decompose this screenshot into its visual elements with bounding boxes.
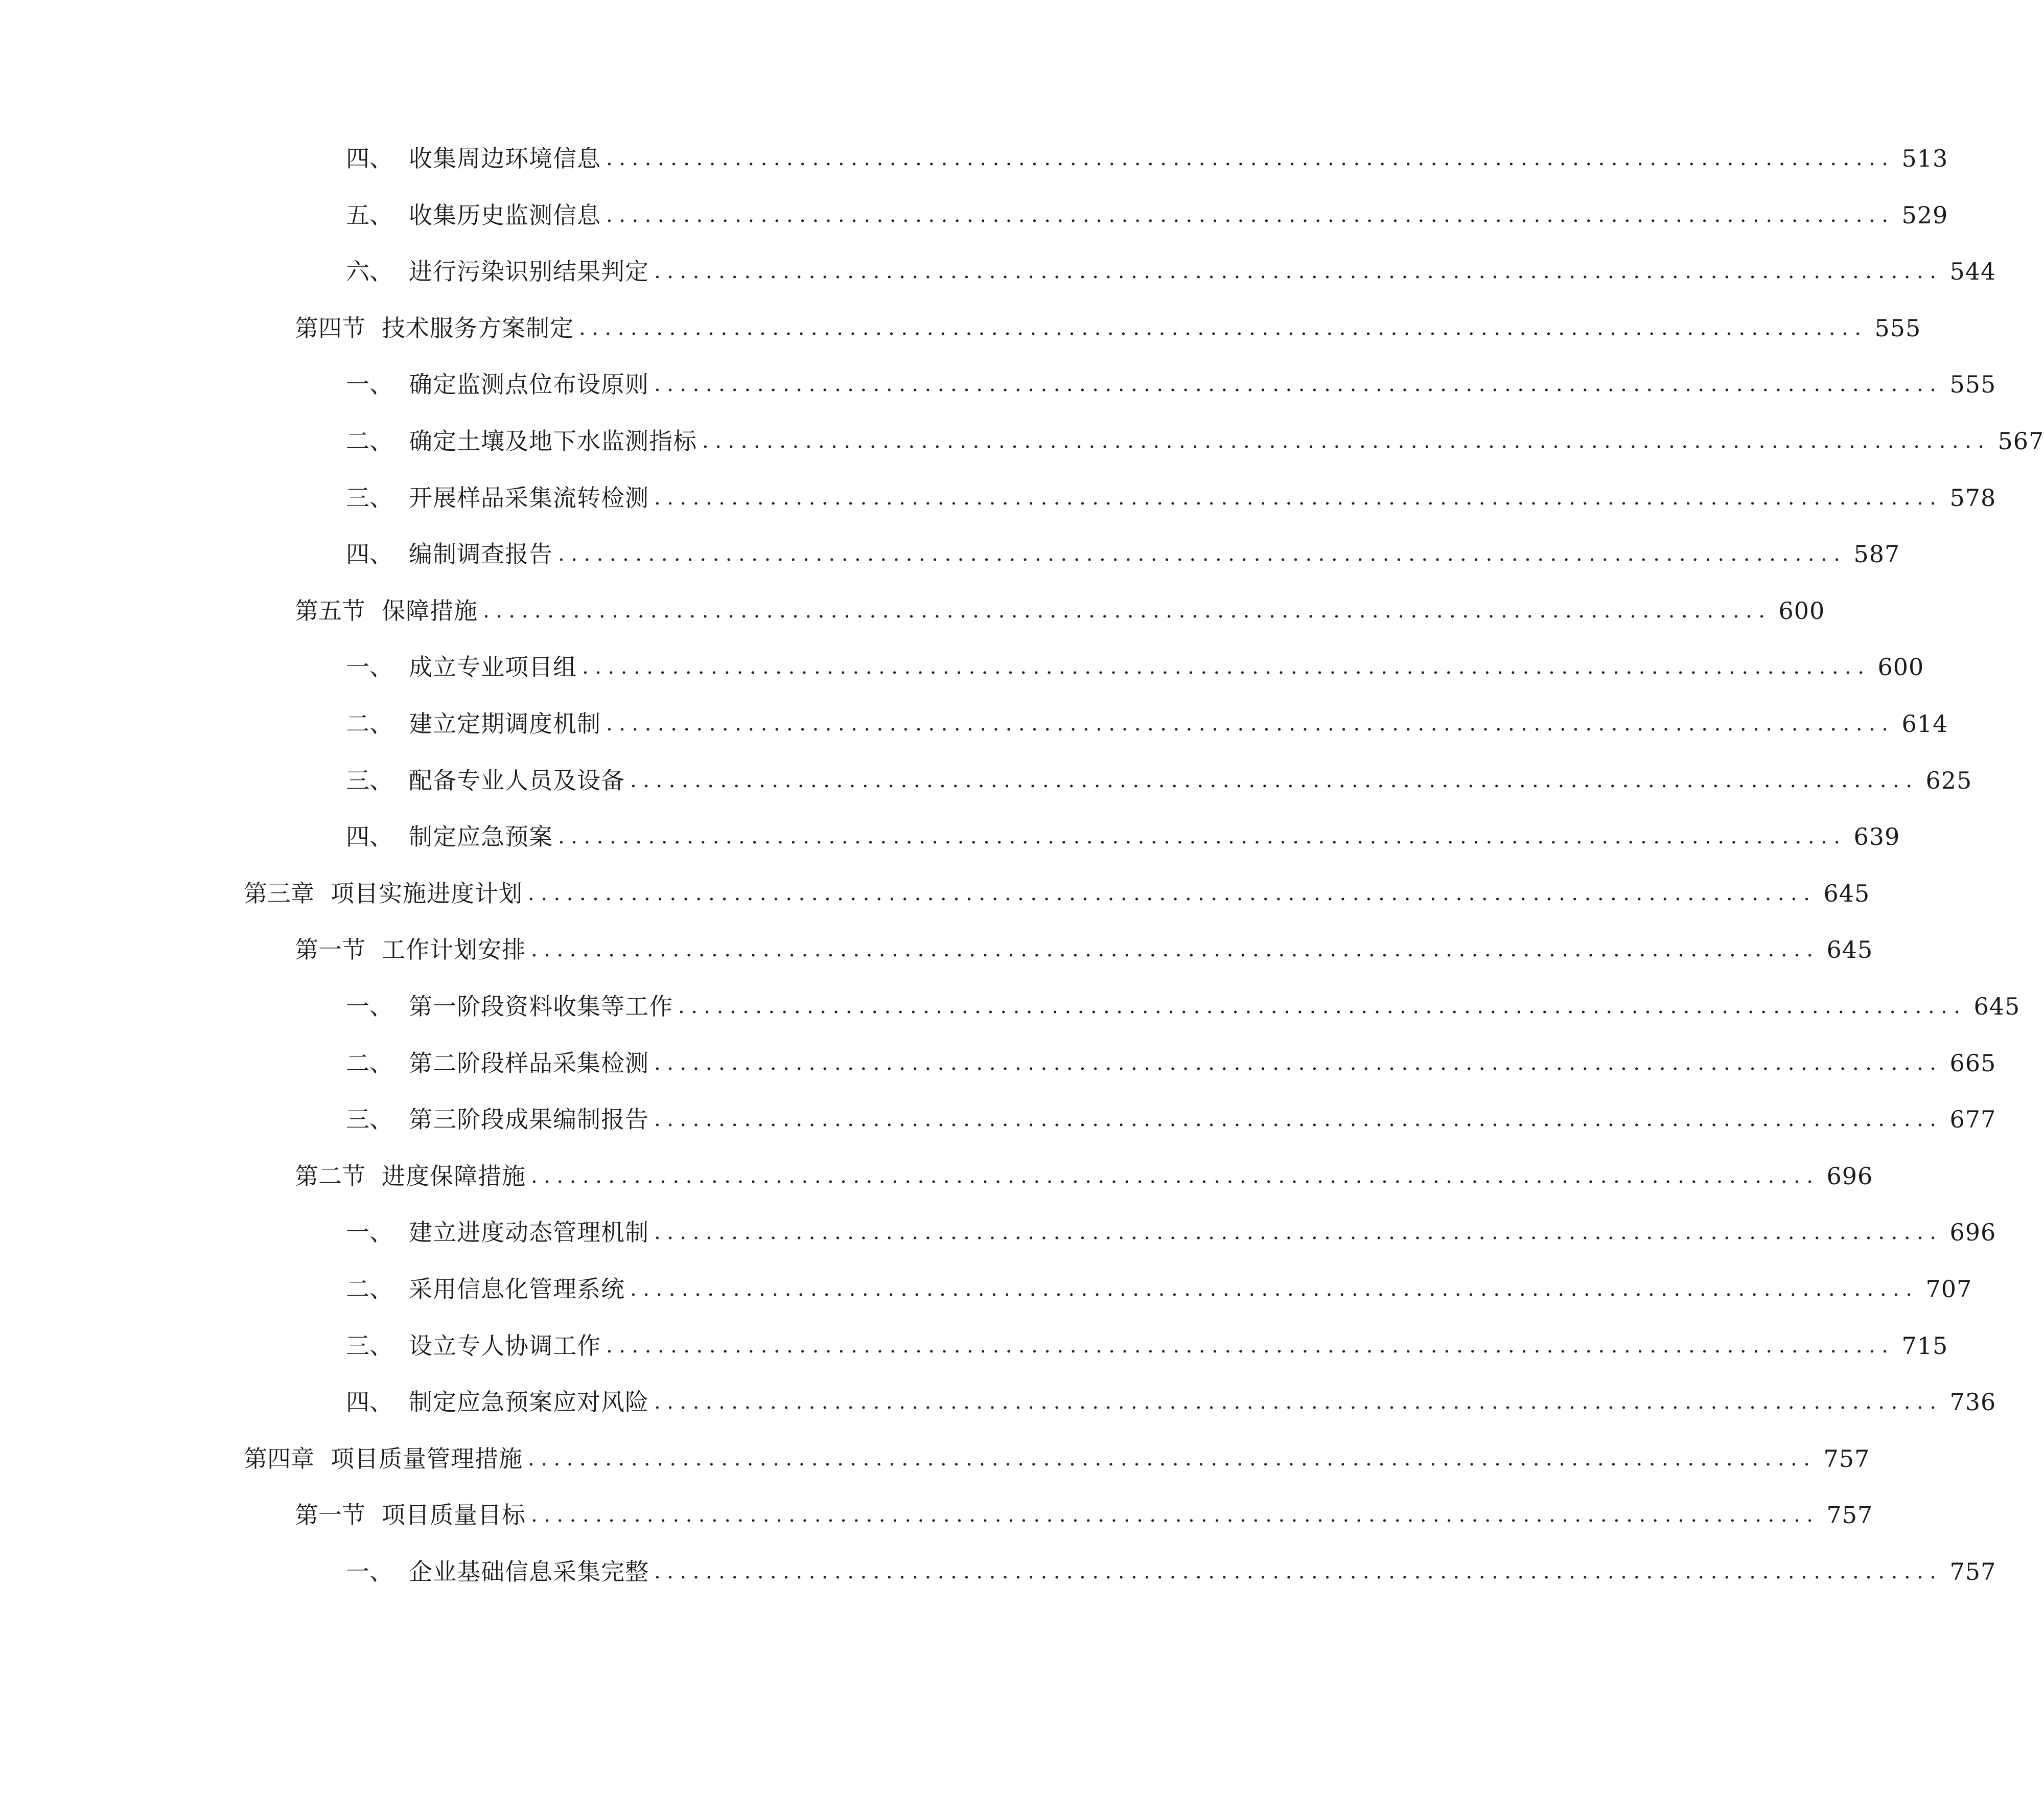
toc-entry-page-number: 625	[1925, 766, 1972, 794]
toc-entry-page-number: 715	[1901, 1331, 1948, 1360]
toc-entry[interactable]	[346, 251, 1996, 292]
toc-entry-title: 配备专业人员及设备	[409, 766, 625, 794]
toc-entry[interactable]	[346, 1269, 1972, 1309]
toc-entry-page-number: 567	[1997, 427, 2044, 455]
toc-entry-title: 确定监测点位布设原则	[409, 371, 649, 399]
toc-entry-page-number: 529	[1901, 201, 1948, 229]
toc-entry-number: 第四章	[244, 1444, 314, 1473]
toc-dot-leader: ....................................................................................................	[606, 1334, 1895, 1358]
toc-entry-page-number: 696	[1826, 1162, 1873, 1190]
toc-entry-title: 制定应急预案	[409, 823, 553, 851]
toc-entry-title: 采用信息化管理系统	[409, 1275, 625, 1303]
toc-entry-number: 一、	[346, 1219, 393, 1247]
toc-entry-number: 第五节	[295, 596, 365, 625]
toc-entry-page-number: 600	[1877, 653, 1924, 681]
toc-entry-page-number: 600	[1778, 596, 1825, 625]
toc-entry-page-number: 587	[1853, 540, 1900, 568]
toc-entry-title: 收集历史监测信息	[409, 201, 601, 229]
toc-entry[interactable]	[346, 986, 2020, 1027]
toc-entry[interactable]	[346, 1382, 1996, 1422]
toc-dot-leader: ....................................................................................................	[531, 938, 1820, 962]
toc-entry[interactable]	[346, 364, 1996, 405]
toc-entry-number: 第四节	[295, 314, 365, 342]
toc-entry[interactable]	[346, 534, 1900, 574]
toc-entry-title: 技术服务方案制定	[382, 314, 574, 342]
toc-dot-leader: ....................................................................................................	[654, 1390, 1943, 1414]
toc-entry-page-number: 645	[1973, 993, 2020, 1020]
toc-entry-title: 建立定期调度机制	[409, 710, 601, 738]
toc-entry-page-number: 696	[1949, 1219, 1996, 1247]
toc-entry[interactable]	[295, 590, 1825, 631]
toc-entry-page-number: 544	[1949, 258, 1996, 286]
toc-entry-number: 一、	[346, 653, 393, 681]
toc-entry-title: 开展样品采集流转检测	[409, 484, 649, 512]
toc-dot-leader: ....................................................................................................	[630, 768, 1919, 792]
toc-entry-page-number: 757	[1826, 1501, 1873, 1529]
toc-entry-number: 四、	[346, 145, 393, 172]
toc-entry-number: 二、	[346, 1049, 393, 1077]
toc-entry-title: 第三阶段成果编制报告	[409, 1106, 649, 1134]
toc-entry-title: 第二阶段样品采集检测	[409, 1049, 649, 1077]
toc-entry-number: 四、	[346, 1388, 393, 1416]
toc-entry[interactable]	[295, 929, 1873, 970]
toc-entry[interactable]	[244, 1438, 1870, 1479]
toc-entry[interactable]	[346, 1325, 1948, 1366]
toc-dot-leader: ....................................................................................................	[606, 712, 1895, 735]
toc-entry-page-number: 639	[1853, 823, 1900, 851]
toc-entry-title: 建立进度动态管理机制	[409, 1219, 649, 1247]
toc-entry-title: 第一阶段资料收集等工作	[409, 993, 673, 1020]
toc-entry-page-number: 757	[1823, 1444, 1870, 1473]
toc-entry-number: 第一节	[295, 936, 365, 964]
toc-dot-leader: ....................................................................................................	[483, 599, 1772, 623]
toc-entry-number: 五、	[346, 201, 393, 229]
toc-dot-leader: ....................................................................................................	[528, 1446, 1817, 1470]
toc-entry-title: 成立专业项目组	[409, 653, 577, 681]
toc-entry-title: 项目质量目标	[382, 1501, 526, 1529]
toc-entry-title: 确定土壤及地下水监测指标	[409, 427, 697, 455]
toc-dot-leader: ....................................................................................................	[582, 655, 1871, 679]
toc-dot-leader: ....................................................................................................	[678, 995, 1967, 1018]
toc-entry-page-number: 665	[1949, 1049, 1996, 1077]
toc-dot-leader: ....................................................................................................	[630, 1277, 1919, 1301]
toc-entry-number: 第二节	[295, 1162, 365, 1190]
toc-entry-number: 四、	[346, 540, 393, 568]
toc-dot-leader: ....................................................................................................	[654, 260, 1943, 284]
toc-dot-leader: ....................................................................................................	[606, 203, 1895, 227]
toc-entry-page-number: 555	[1874, 314, 1921, 342]
toc-entry-title: 进行污染识别结果判定	[409, 258, 649, 286]
toc-entry[interactable]	[346, 477, 1996, 518]
toc-entry[interactable]	[346, 760, 1972, 801]
toc-entry-title: 设立专人协调工作	[409, 1331, 601, 1360]
toc-entry[interactable]	[295, 308, 1921, 349]
toc-dot-leader: ....................................................................................................	[606, 147, 1895, 170]
toc-entry-title: 制定应急预案应对风险	[409, 1388, 649, 1416]
toc-dot-leader: ....................................................................................................	[654, 373, 1943, 397]
toc-entry[interactable]	[346, 138, 1948, 179]
toc-entry-number: 二、	[346, 427, 393, 455]
toc-entry-number: 第一节	[295, 1501, 365, 1529]
toc-entry[interactable]	[244, 873, 1870, 914]
toc-dot-leader: ....................................................................................................	[654, 1051, 1943, 1075]
toc-dot-leader: ....................................................................................................	[531, 1503, 1820, 1527]
toc-entry-number: 三、	[346, 1331, 393, 1360]
toc-entry-page-number: 707	[1925, 1275, 1972, 1303]
toc-entry-title: 工作计划安排	[382, 936, 526, 964]
toc-dot-leader: ....................................................................................................	[654, 1108, 1943, 1132]
toc-entry-page-number: 513	[1901, 145, 1948, 172]
toc-entry-page-number: 645	[1826, 936, 1873, 964]
toc-entry[interactable]	[346, 1551, 1996, 1592]
toc-entry-number: 一、	[346, 1558, 393, 1585]
toc-entry-number: 第三章	[244, 879, 314, 907]
toc-dot-leader: ....................................................................................................	[531, 1164, 1820, 1188]
toc-entry[interactable]	[346, 421, 2044, 462]
toc-entry-title: 企业基础信息采集完整	[409, 1558, 649, 1585]
toc-entry[interactable]	[346, 195, 1948, 236]
toc-entry[interactable]	[346, 1212, 1996, 1253]
toc-dot-leader: ....................................................................................................	[558, 825, 1847, 849]
toc-entry[interactable]	[295, 1156, 1873, 1197]
toc-entry-page-number: 578	[1949, 484, 1996, 512]
toc-entry-number: 二、	[346, 1275, 393, 1303]
toc-entry[interactable]	[346, 1043, 1996, 1084]
toc-entry-page-number: 736	[1949, 1388, 1996, 1416]
toc-entry[interactable]	[346, 647, 1924, 687]
toc-entry[interactable]	[295, 1495, 1873, 1535]
toc-entry-title: 进度保障措施	[382, 1162, 526, 1190]
toc-entry-number: 六、	[346, 258, 393, 286]
toc-entry-number: 三、	[346, 1106, 393, 1134]
toc-dot-leader: ....................................................................................................	[702, 429, 1991, 453]
toc-entry[interactable]	[346, 1099, 1996, 1140]
toc-entry-number: 二、	[346, 710, 393, 738]
toc-entry-page-number: 614	[1901, 710, 1948, 738]
toc-entry[interactable]	[346, 703, 1948, 744]
toc-entry-page-number: 757	[1949, 1558, 1996, 1585]
toc-dot-leader: ....................................................................................................	[558, 542, 1847, 566]
toc-entry-page-number: 645	[1823, 879, 1870, 907]
toc-entry-number: 一、	[346, 993, 393, 1020]
toc-entry[interactable]	[346, 816, 1900, 857]
toc-entry-page-number: 677	[1949, 1106, 1996, 1134]
toc-entry-number: 三、	[346, 766, 393, 794]
toc-entry-title: 项目实施进度计划	[331, 879, 523, 907]
toc-dot-leader: ....................................................................................................	[654, 486, 1943, 510]
toc-entry-page-number: 555	[1949, 371, 1996, 399]
toc-dot-leader: ....................................................................................................	[528, 881, 1817, 905]
toc-dot-leader: ....................................................................................................	[579, 316, 1868, 340]
toc-entry-number: 三、	[346, 484, 393, 512]
toc-dot-leader: ....................................................................................................	[654, 1560, 1943, 1583]
toc-entry-title: 编制调查报告	[409, 540, 553, 568]
toc-dot-leader: ....................................................................................................	[654, 1221, 1943, 1245]
toc-entry-title: 收集周边环境信息	[409, 145, 601, 172]
toc-entry-number: 四、	[346, 823, 393, 851]
toc-entry-title: 项目质量管理措施	[331, 1444, 523, 1473]
toc-entry-title: 保障措施	[382, 596, 478, 625]
toc-entry-number: 一、	[346, 371, 393, 399]
